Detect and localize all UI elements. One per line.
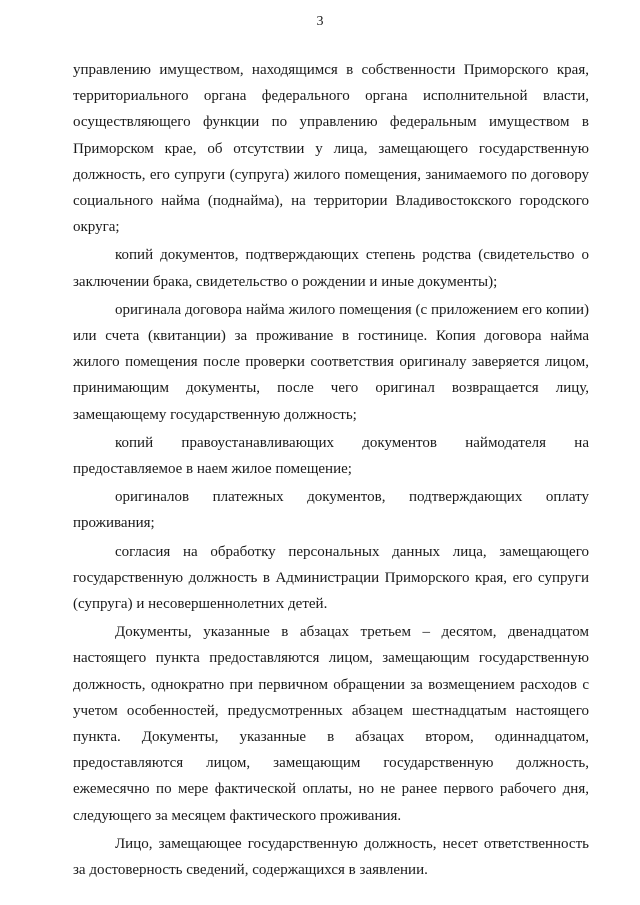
paragraph-lease-original: оригинала договора найма жилого помещения (с приложением его копии) или счета (квитанции) за проживание в гостинице. Копия договора найма жилого помещения после проверки соответствия оригиналу заверяется лицом, принимающим документы, после чего оригинал возвращается лицу, замещающему государственную должность;	[73, 301, 589, 423]
paragraph-continuation: управлению имуществом, находящимся в собственности Приморского края, территориального органа федерального органа исполнительной власти, осуществляющего функции по управлению федеральным имуществом в Приморском крае, об отсутствии у лица, замещающего государственную должность, его супруги (супруга) жилого помещения, занимаемого по договору социального найма (поднайма), на территории Владивостокского городского округа;	[73, 62, 589, 236]
paragraph-submission-rules: Документы, указанные в абзацах третьем – десятом, двенадцатом настоящего пункта предоставляются лицом, замещающим государственную должность, однократно при первичном обращении за возмещением расходов с учетом особенностей, предусмотренных абзацем шестнадцатым настоящего пункта. Документы, указанные в абзацах втором, одиннадцатом, предоставляются лицом, замещающим государственную должность, ежемесячно по мере фактической оплаты, но не ранее первого рабочего дня, следующего за месяцем фактического проживания.	[73, 624, 589, 824]
page-number: 3	[316, 14, 324, 29]
paragraph-data-consent: согласия на обработку персональных данных лица, замещающего государственную должность в Администрации Приморского края, его супруги (супруга) и несовершеннолетних детей.	[73, 543, 589, 613]
paragraph-title-documents: копий правоустанавливающих документов наймодателя на предоставляемое в наем жилое помещение;	[73, 434, 589, 478]
paragraph-kinship-documents: копий документов, подтверждающих степень родства (свидетельство о заключении брака, свидетельство о рождении и иные документы);	[73, 247, 589, 290]
paragraph-responsibility: Лицо, замещающее государственную должность, несет ответственность за достоверность сведений, содержащихся в заявлении.	[73, 835, 589, 879]
document-body	[73, 57, 589, 883]
paragraph-payment-documents: оригиналов платежных документов, подтверждающих оплату проживания;	[73, 489, 589, 532]
